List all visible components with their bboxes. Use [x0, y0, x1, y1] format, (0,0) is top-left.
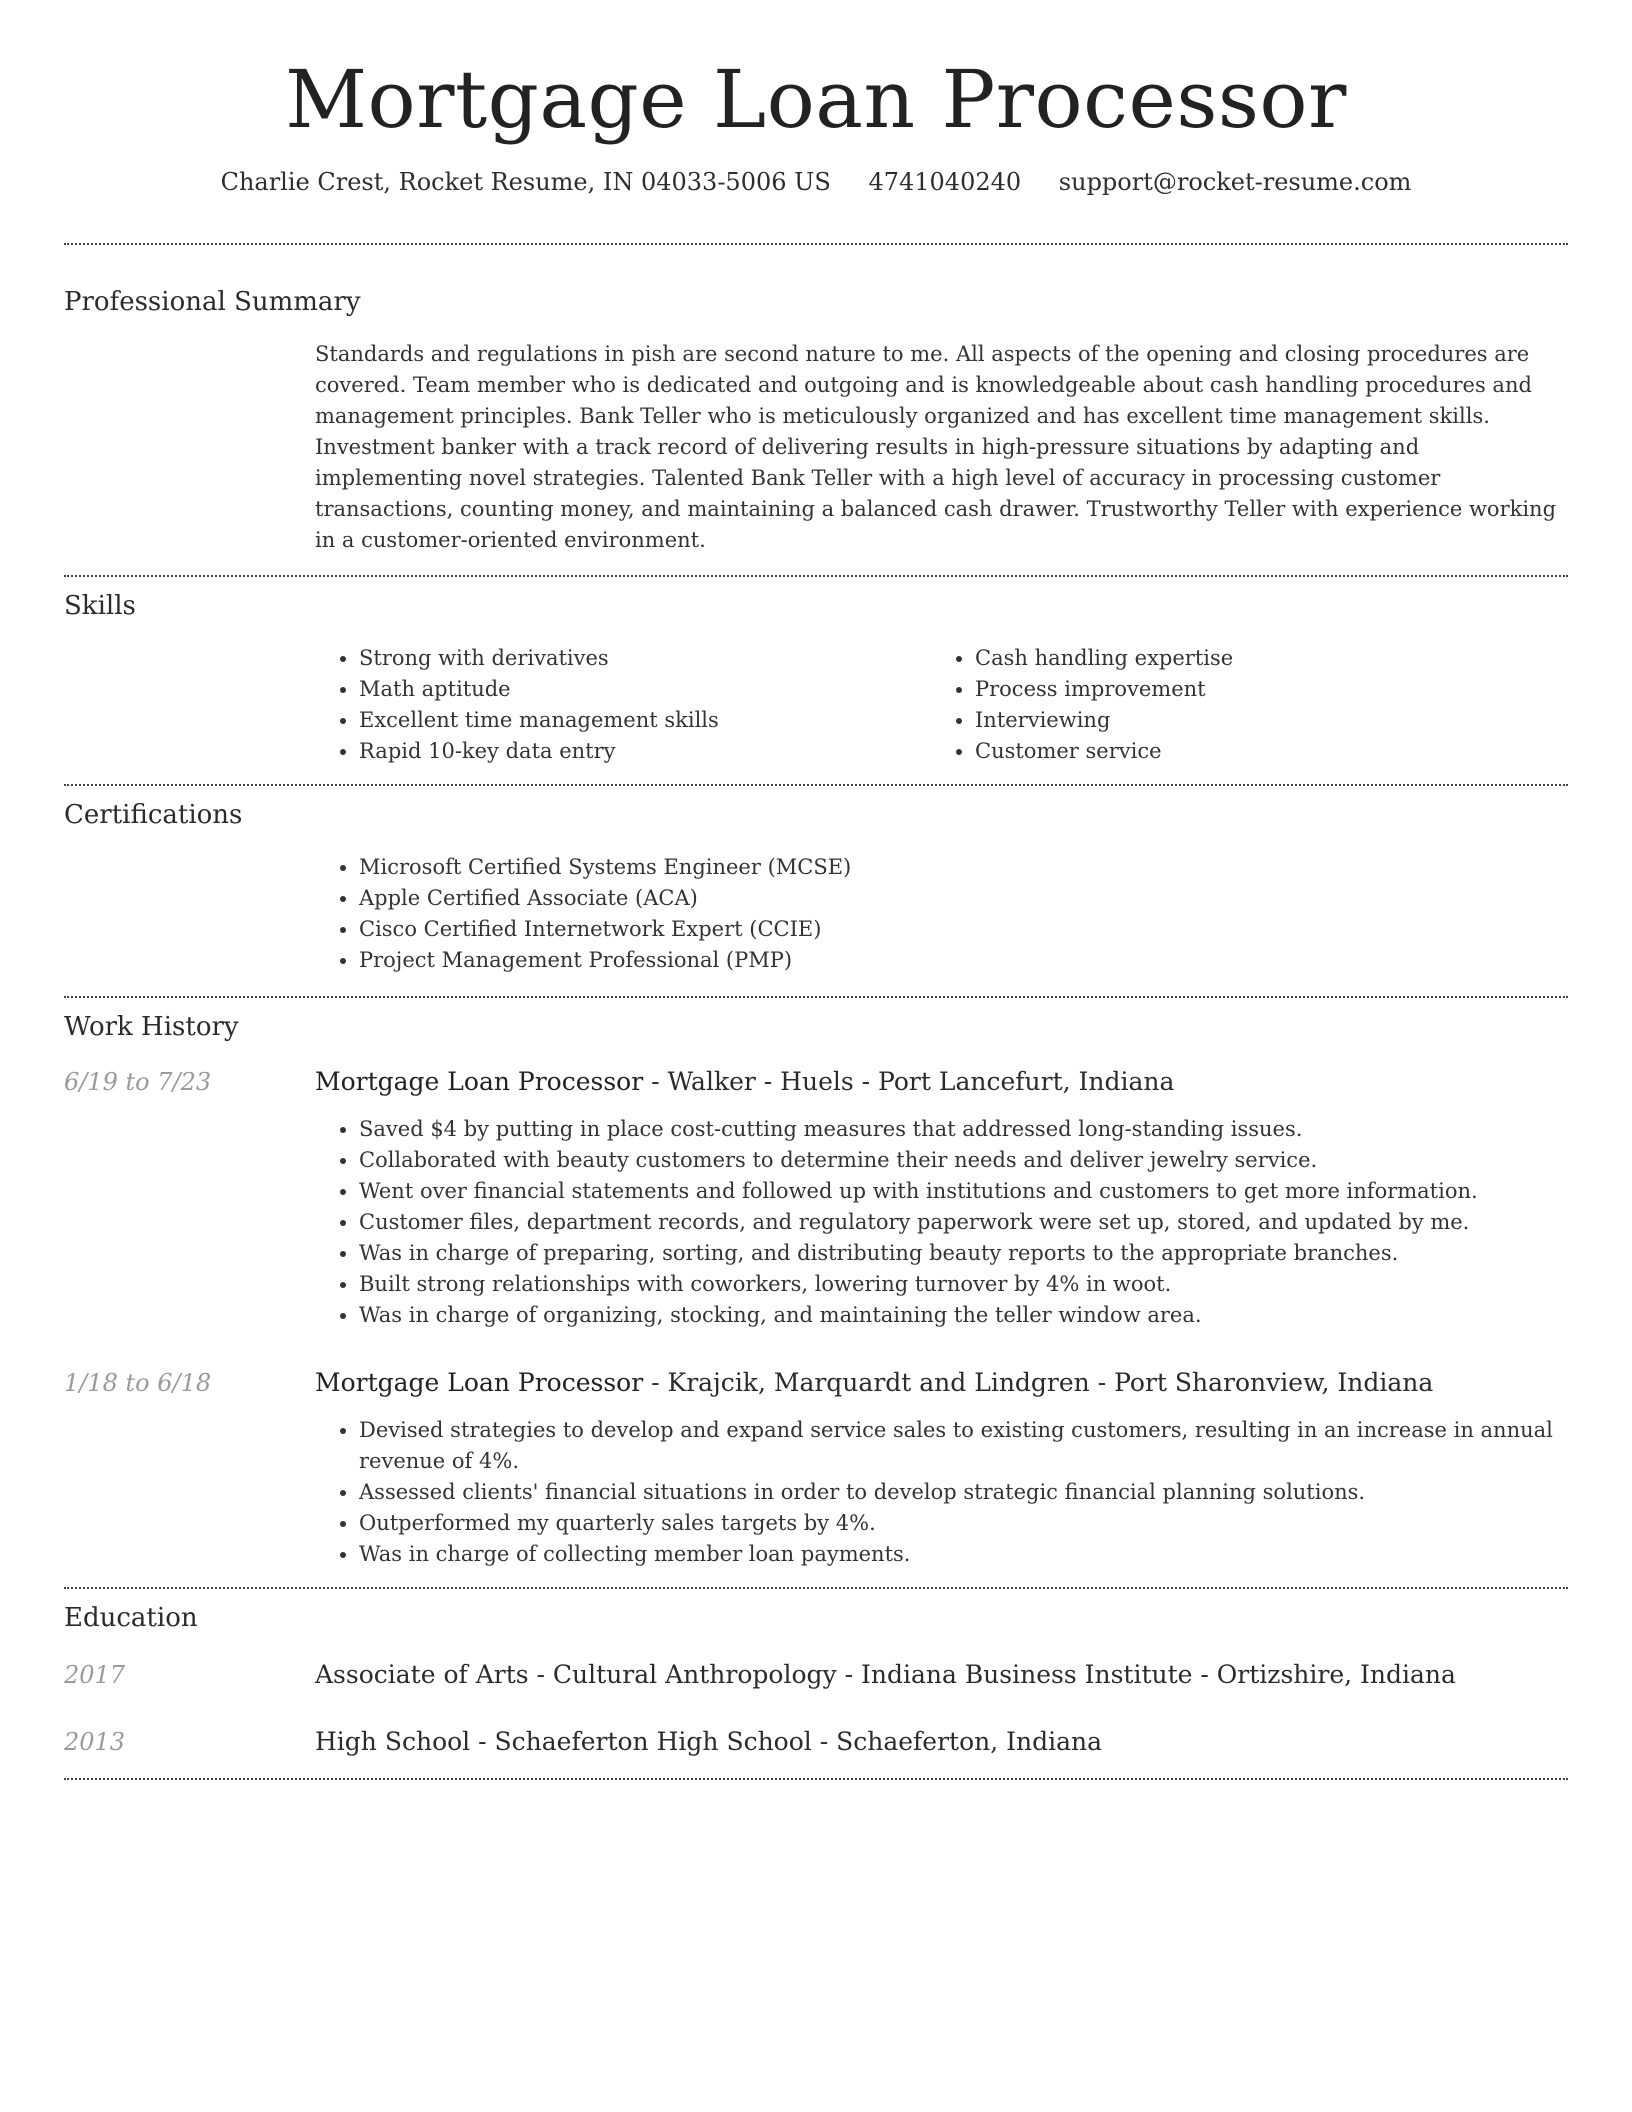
- list-item: • Was in charge of organizing, stocking, and maintaining the teller window area.: [359, 1300, 1568, 1331]
- certifications-title: Certifications: [64, 800, 243, 830]
- resume-header: [64, 0, 1568, 198]
- list-item: • Cash handling expertise: [975, 643, 1547, 674]
- education-details: [315, 1726, 1102, 1758]
- summary-section: [64, 245, 1568, 556]
- job-dates: 6/19 to 7/23: [64, 1068, 212, 1096]
- skills-title: Skills: [64, 591, 136, 621]
- job-position: Mortgage Loan Processor: [315, 1067, 644, 1096]
- list-item: • Assessed clients' financial situations in order to develop strategic financial planning solutions.: [359, 1477, 1568, 1508]
- job-position: Mortgage Loan Processor: [315, 1368, 644, 1397]
- contact-phone: 4741040240: [868, 168, 1022, 196]
- list-item: • Rapid 10-key data entry: [359, 736, 931, 767]
- list-item: • Customer service: [975, 736, 1547, 767]
- education-year: 2017: [64, 1661, 126, 1689]
- job-entry: [64, 1367, 1568, 1570]
- job-dates: 1/18 to 6/18: [64, 1369, 212, 1397]
- education-entry: [64, 1726, 1568, 1758]
- list-item: • Excellent time management skills: [359, 705, 931, 736]
- summary-title: Professional Summary: [64, 287, 361, 317]
- candidate-name: Mortgage Loan Processor: [285, 53, 1347, 146]
- list-item: • Was in charge of collecting member loan payments.: [359, 1539, 1568, 1570]
- certifications-section: [64, 786, 1568, 976]
- list-item: • Cisco Certified Internetwork Expert (CCIE): [359, 914, 1568, 945]
- list-item: • Outperformed my quarterly sales targets by 4%.: [359, 1508, 1568, 1539]
- job-title: [315, 1066, 1174, 1098]
- education-entry: [64, 1659, 1568, 1691]
- skills-list-left: [315, 643, 931, 767]
- list-item: • Microsoft Certified Systems Engineer (MCSE): [359, 852, 1568, 883]
- list-item: • Was in charge of preparing, sorting, and distributing beauty reports to the appropriate branches.: [359, 1238, 1568, 1269]
- education-year: 2013: [64, 1728, 126, 1756]
- summary-text: Standards and regulations in pish are second nature to me. All aspects of the opening and closing procedures are covered. Team member who is dedicated and outgoing and is knowledgeable about cash handling procedures and management principles. Bank Teller who is meticulously organized and has excellent time management skills. Investment banker with a track record of delivering results in high-pressure situations by adapting and implementing novel strategies. Talented Bank Teller with a high level of accuracy in processing customer transactions, counting money, and maintaining a balanced cash drawer. Trustworthy Teller with experience working in a customer-oriented environment.: [315, 342, 1557, 552]
- list-item: • Interviewing: [975, 705, 1547, 736]
- list-item: • Collaborated with beauty customers to determine their needs and deliver jewelry service.: [359, 1145, 1568, 1176]
- education-divider: [64, 1778, 1568, 1780]
- education-school: - Indiana Business Institute - Ortizshire, Indiana: [836, 1660, 1456, 1689]
- work-section: [64, 998, 1568, 1570]
- work-title: Work History: [64, 1012, 239, 1042]
- list-item: • Customer files, department records, and regulatory paperwork were set up, stored, and updated by me.: [359, 1207, 1568, 1238]
- job-entry: [64, 1066, 1568, 1331]
- list-item: • Went over financial statements and followed up with institutions and customers to get more information.: [359, 1176, 1568, 1207]
- skills-section: [64, 577, 1568, 767]
- job-bullets: [315, 1415, 1568, 1570]
- list-item: • Saved $4 by putting in place cost-cutting measures that addressed long-standing issues.: [359, 1114, 1568, 1145]
- education-degree: High School: [315, 1727, 471, 1756]
- list-item: • Devised strategies to develop and expand service sales to existing customers, resulting in an increase in annual revenue of 4%.: [359, 1415, 1568, 1477]
- job-bullets: [315, 1114, 1568, 1331]
- contact-address: Charlie Crest, Rocket Resume, IN 04033-5006 US: [220, 168, 831, 196]
- list-item: • Apple Certified Associate (ACA): [359, 883, 1568, 914]
- education-school: - Schaeferton High School - Schaeferton, Indiana: [470, 1727, 1103, 1756]
- job-employer: - Walker - Huels - Port Lancefurt, Indiana: [643, 1067, 1175, 1096]
- certifications-list: [315, 852, 1568, 976]
- contact-email: support@rocket-resume.com: [1058, 168, 1412, 196]
- skills-list-right: [931, 643, 1547, 767]
- education-degree: Associate of Arts - Cultural Anthropology: [315, 1660, 837, 1689]
- list-item: • Strong with derivatives: [359, 643, 931, 674]
- education-details: [315, 1659, 1456, 1691]
- list-item: • Process improvement: [975, 674, 1547, 705]
- list-item: • Project Management Professional (PMP): [359, 945, 1568, 976]
- education-section: [64, 1589, 1568, 1758]
- list-item: • Math aptitude: [359, 674, 931, 705]
- job-employer: - Krajcik, Marquardt and Lindgren - Port Sharonview, Indiana: [643, 1368, 1434, 1397]
- job-title: [315, 1367, 1433, 1399]
- list-item: • Built strong relationships with coworkers, lowering turnover by 4% in woot.: [359, 1269, 1568, 1300]
- contact-line: [64, 166, 1568, 198]
- education-title: Education: [64, 1603, 198, 1633]
